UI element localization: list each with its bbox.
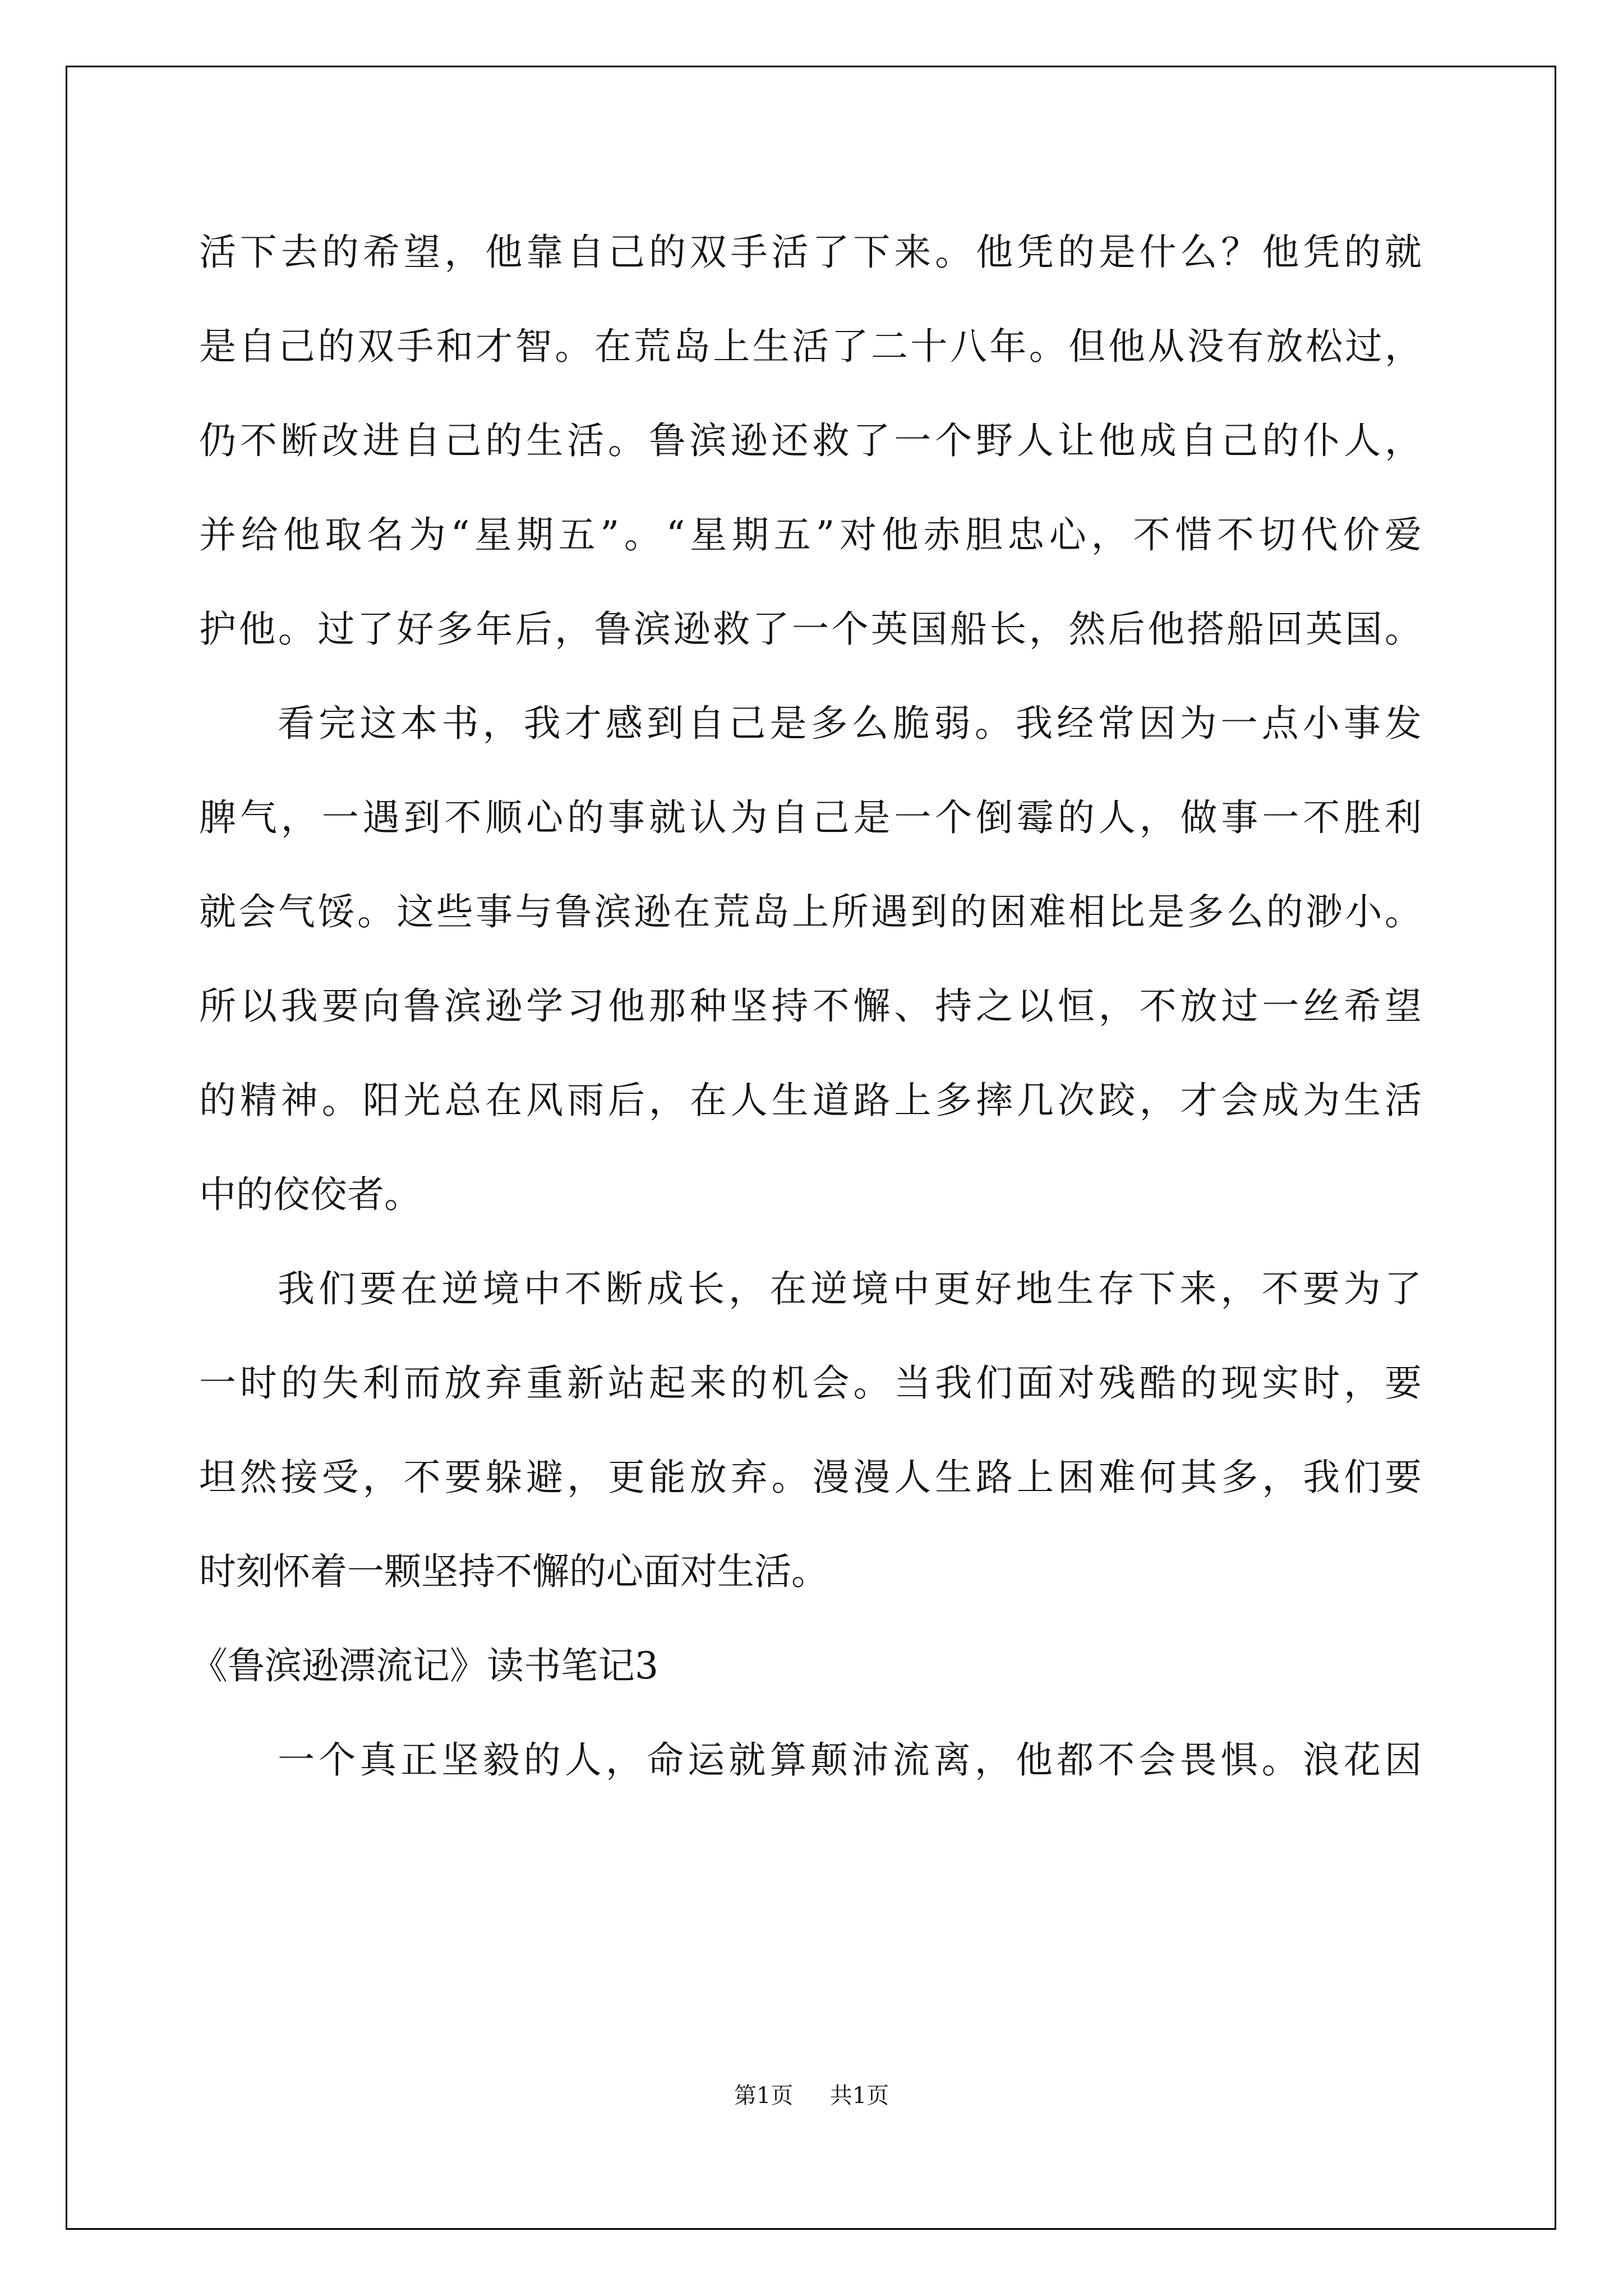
text-line: 并给他取名为“星期五”。“星期五”对他赤胆忠心，不惜不切代价爱 xyxy=(199,513,1422,556)
page-border xyxy=(66,66,1556,2230)
text-line: 所以我要向鲁滨逊学习他那种坚持不懈、持之以恒，不放过一丝希望 xyxy=(199,984,1422,1028)
paragraph-start-line: 一个真正坚毅的人，命运就算颠沛流离，他都不会畏惧。浪花因 xyxy=(278,1738,1422,1782)
paragraph-start-line: 我们要在逆境中不断成长，在逆境中更好地生存下来，不要为了 xyxy=(278,1267,1422,1310)
total-pages: 共1页 xyxy=(829,2083,889,2109)
text-line: 一时的失利而放弃重新站起来的机会。当我们面对残酷的现实时，要 xyxy=(199,1361,1422,1405)
section-heading: 《鲁滨逊漂流记》读书笔记3 xyxy=(191,1644,658,1687)
text-line: 脾气，一遇到不顺心的事就认为自己是一个倒霉的人，做事一不胜利 xyxy=(199,796,1422,839)
text-line: 活下去的希望，他靠自己的双手活了下来。他凭的是什么？他凭的就 xyxy=(199,231,1422,274)
page-number: 第1页 xyxy=(734,2083,794,2109)
text-line: 护他。过了好多年后，鲁滨逊救了一个英国船长，然后他搭船回英国。 xyxy=(199,608,1422,651)
text-line: 时刻怀着一颗坚持不懈的心面对生活。 xyxy=(199,1550,828,1593)
text-line: 就会气馁。这些事与鲁滨逊在荒岛上所遇到的困难相比是多么的渺小。 xyxy=(199,890,1422,933)
text-line: 坦然接受，不要躲避，更能放弃。漫漫人生路上困难何其多，我们要 xyxy=(199,1456,1422,1499)
page-footer xyxy=(0,2079,1623,2113)
text-line: 是自己的双手和才智。在荒岛上生活了二十八年。但他从没有放松过， xyxy=(199,325,1422,368)
text-line: 的精神。阳光总在风雨后，在人生道路上多摔几次跤，才会成为生活 xyxy=(199,1079,1422,1122)
paragraph-start-line: 看完这本书，我才感到自己是多么脆弱。我经常因为一点小事发 xyxy=(278,702,1422,745)
text-line: 仍不断改进自己的生活。鲁滨逊还救了一个野人让他成自己的仆人， xyxy=(199,419,1422,462)
text-line: 中的佼佼者。 xyxy=(199,1173,421,1216)
